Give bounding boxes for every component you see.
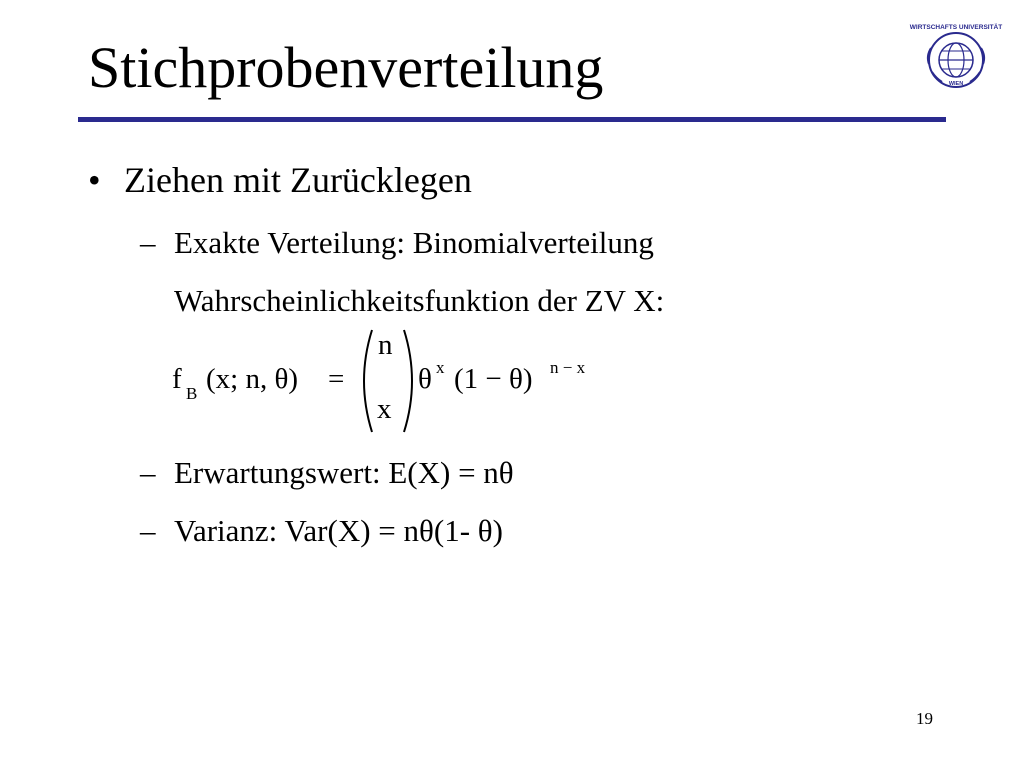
sub-bullet-text: Erwartungswert: E(X) = nθ <box>174 455 514 490</box>
formula-exponent-nx: n − x <box>550 358 586 377</box>
binomial-top: n <box>378 329 393 361</box>
formula-equals: = <box>328 363 345 395</box>
dash-marker: – <box>140 455 156 490</box>
formula-theta: θ <box>418 363 432 395</box>
formula-f: f <box>172 363 182 395</box>
sub-bullet-text: Varianz: Var(X) = nθ(1- θ) <box>174 513 503 548</box>
slide-title: Stichprobenverteilung <box>88 35 604 100</box>
bullet-text: Ziehen mit Zurücklegen <box>124 160 472 200</box>
binomial-formula <box>170 322 620 440</box>
formula-factor: (1 − θ) <box>454 363 533 395</box>
page-number: 19 <box>916 709 933 728</box>
title-divider <box>78 117 946 122</box>
sub-bullet-variance <box>140 510 503 552</box>
dash-marker: – <box>140 225 156 260</box>
sub-bullet-continuation: Wahrscheinlichkeitsfunktion der ZV X: <box>174 283 665 318</box>
formula-arguments: (x; n, θ) <box>206 363 299 395</box>
formula-exponent-x: x <box>436 358 445 377</box>
sub-bullet-text: Exakte Verteilung: Binomialverteilung <box>174 225 654 260</box>
logo-text-bottom: WIEN <box>948 81 964 87</box>
university-seal-icon <box>928 33 984 87</box>
bullet-item-main <box>88 156 472 204</box>
dash-marker: – <box>140 513 156 548</box>
binomial-bottom: x <box>377 393 392 425</box>
bullet-marker: • <box>88 160 101 200</box>
formula-subscript-b: B <box>186 384 198 403</box>
logo-text-top: WIRTSCHAFTS UNIVERSITÄT <box>909 24 1003 31</box>
sub-bullet-expectation <box>140 452 514 494</box>
university-logo <box>909 20 1003 92</box>
sub-bullet-distribution <box>140 222 654 264</box>
